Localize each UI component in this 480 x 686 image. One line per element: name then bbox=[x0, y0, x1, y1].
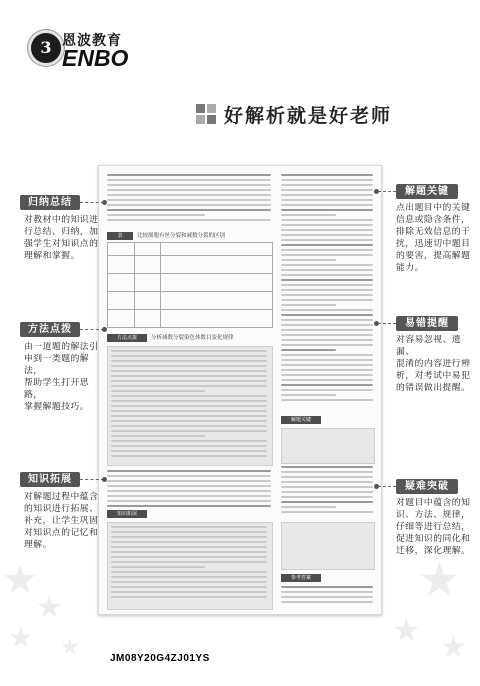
text-line bbox=[281, 601, 373, 603]
text-line bbox=[107, 209, 271, 211]
text-line bbox=[111, 365, 267, 367]
text-line bbox=[111, 571, 267, 573]
text-line bbox=[111, 385, 267, 387]
grid-squares-icon bbox=[196, 104, 216, 124]
text-line bbox=[281, 284, 373, 286]
text-line bbox=[111, 425, 267, 427]
text-line bbox=[111, 400, 267, 402]
text-line bbox=[281, 264, 373, 266]
text-line bbox=[281, 294, 373, 296]
text-line bbox=[281, 389, 373, 391]
text-line bbox=[281, 229, 373, 231]
text-line bbox=[281, 239, 373, 241]
text-line bbox=[281, 481, 373, 483]
expand-label: 知识拓展 bbox=[107, 510, 147, 518]
comparison-table bbox=[107, 242, 273, 328]
text-line bbox=[107, 214, 205, 216]
text-line bbox=[281, 379, 373, 381]
text-line bbox=[281, 199, 373, 201]
text-line bbox=[281, 224, 373, 226]
text-line bbox=[107, 189, 271, 191]
text-line bbox=[281, 189, 373, 191]
page-title: 好解析就是好老师 bbox=[224, 105, 393, 127]
text-line bbox=[111, 591, 267, 593]
table-heading-label: 表 bbox=[107, 232, 133, 240]
text-line bbox=[107, 495, 271, 497]
connector-line bbox=[80, 479, 104, 480]
text-line bbox=[107, 475, 271, 477]
text-line bbox=[281, 471, 373, 473]
text-line bbox=[281, 289, 373, 291]
connector-line bbox=[378, 323, 396, 324]
text-line bbox=[281, 496, 373, 498]
text-line bbox=[281, 506, 336, 508]
text-line bbox=[111, 370, 267, 372]
text-line bbox=[111, 395, 267, 397]
text-line bbox=[111, 445, 267, 447]
text-line bbox=[281, 314, 373, 316]
callout-difficulty-title: 疑难突破 bbox=[396, 479, 458, 494]
text-line bbox=[281, 466, 373, 468]
connector-dot bbox=[102, 200, 107, 205]
text-line bbox=[111, 390, 205, 392]
text-line bbox=[111, 410, 267, 412]
text-line bbox=[111, 541, 267, 543]
text-line bbox=[107, 194, 271, 196]
text-line bbox=[281, 304, 336, 306]
text-line bbox=[281, 299, 373, 301]
text-line bbox=[111, 536, 267, 538]
decorative-star: ★ bbox=[418, 552, 462, 608]
text-line bbox=[281, 244, 373, 246]
text-line bbox=[111, 556, 267, 558]
text-line bbox=[111, 405, 267, 407]
text-line bbox=[281, 369, 373, 371]
callout-method-body: 由一道题的解法引 申到一类题的解法， 帮助学生打开思路， 掌握解题技巧。 bbox=[24, 342, 99, 412]
text-line bbox=[107, 490, 271, 492]
text-line bbox=[107, 184, 271, 186]
text-line bbox=[107, 199, 271, 201]
text-line bbox=[107, 174, 271, 176]
decorative-star: ★ bbox=[2, 557, 38, 603]
callout-key-body: 点出题目中的关键 信息或隐含条件， 排除无效信息的干 扰，迅速切中题目 的要害，提高解题 能力。 bbox=[396, 203, 471, 273]
text-line bbox=[281, 354, 373, 356]
text-line bbox=[107, 179, 271, 181]
callout-expand-body: 对解题过程中蕴含 的知识进行拓展、 补充，让学生巩固 对知识点的记忆和 理解。 bbox=[24, 492, 99, 550]
text-line bbox=[107, 480, 271, 482]
text-line bbox=[107, 204, 271, 206]
connector-line bbox=[378, 191, 396, 192]
text-line bbox=[111, 551, 267, 553]
text-line bbox=[281, 586, 373, 588]
text-line bbox=[281, 184, 373, 186]
text-line bbox=[281, 591, 373, 593]
text-line bbox=[111, 546, 267, 548]
text-line bbox=[107, 485, 271, 487]
text-line bbox=[111, 526, 267, 528]
text-line bbox=[111, 420, 267, 422]
text-line bbox=[281, 374, 373, 376]
text-line bbox=[281, 279, 373, 281]
callout-mistake-body: 对容易忽视、遗漏、 混淆的内容进行辨 析，对考试中易犯 的错误做出提醒。 bbox=[396, 335, 471, 393]
text-line bbox=[281, 174, 373, 176]
text-line bbox=[111, 531, 267, 533]
table-heading: 比较细胞有丝分裂和减数分裂的区别 bbox=[137, 233, 226, 239]
decorative-star: ★ bbox=[392, 611, 421, 649]
product-code: JM08Y20G4ZJ01YS bbox=[110, 653, 210, 664]
logo-badge bbox=[28, 30, 64, 66]
text-line bbox=[281, 179, 373, 181]
text-line bbox=[107, 470, 271, 472]
text-line bbox=[281, 511, 373, 513]
text-line bbox=[281, 491, 373, 493]
text-line bbox=[281, 269, 373, 271]
text-line bbox=[111, 455, 267, 457]
text-line bbox=[281, 209, 373, 211]
logo-english-name: ENBO bbox=[62, 45, 129, 71]
answer-label: 参考答案 bbox=[281, 574, 321, 582]
callout-key-title: 解题关键 bbox=[396, 184, 458, 199]
callout-mistake-title: 易错提醒 bbox=[396, 316, 458, 331]
text-line bbox=[281, 394, 336, 396]
text-line bbox=[281, 214, 336, 216]
connector-line bbox=[80, 329, 104, 330]
callout-difficulty-body: 对题目中蕴含的知 识、方法、规律， 仔细等进行总结， 促进知识的同化和 迁移，深化理解。 bbox=[396, 498, 471, 556]
text-line bbox=[111, 566, 205, 568]
decorative-star: ★ bbox=[60, 635, 80, 660]
logo-chinese-name: 恩波教育 bbox=[62, 33, 122, 49]
text-line bbox=[281, 399, 373, 401]
key-shaded-box bbox=[281, 428, 375, 464]
logo-badge-text: 3 bbox=[40, 38, 52, 57]
text-line bbox=[107, 505, 271, 507]
text-line bbox=[281, 219, 373, 221]
text-line bbox=[281, 319, 373, 321]
text-line bbox=[281, 274, 373, 276]
text-line bbox=[111, 561, 267, 563]
text-line bbox=[111, 375, 267, 377]
text-line bbox=[111, 440, 267, 442]
text-line bbox=[281, 486, 373, 488]
answer-shaded-box bbox=[281, 522, 375, 570]
text-line bbox=[281, 324, 373, 326]
text-line bbox=[107, 500, 271, 502]
connector-dot bbox=[102, 327, 107, 332]
text-line bbox=[281, 501, 373, 503]
method-heading: 分析减数分裂染色体数目变化规律 bbox=[151, 335, 234, 341]
text-line bbox=[281, 334, 373, 336]
text-line bbox=[107, 219, 271, 221]
text-line bbox=[111, 415, 267, 417]
text-line bbox=[281, 249, 373, 251]
text-line bbox=[111, 450, 267, 452]
text-line bbox=[111, 380, 267, 382]
text-line bbox=[111, 435, 205, 437]
decorative-star: ★ bbox=[440, 630, 467, 665]
text-line bbox=[111, 355, 267, 357]
text-line bbox=[281, 329, 373, 331]
connector-dot bbox=[102, 477, 107, 482]
text-line bbox=[281, 476, 373, 478]
text-line bbox=[281, 254, 373, 256]
decorative-star: ★ bbox=[8, 621, 34, 654]
decorative-star: ★ bbox=[36, 590, 63, 625]
text-line bbox=[111, 581, 267, 583]
callout-summary-body: 对教材中的知识进 行总结、归纳，加 强学生对知识点的 理解和掌握。 bbox=[24, 215, 99, 261]
text-line bbox=[281, 204, 373, 206]
text-line bbox=[111, 586, 267, 588]
text-line bbox=[111, 596, 267, 598]
text-line bbox=[281, 596, 373, 598]
text-line bbox=[281, 349, 336, 351]
sample-answer-page bbox=[98, 165, 382, 615]
method-label: 方法点拨 bbox=[107, 334, 147, 342]
text-line bbox=[281, 339, 373, 341]
text-line bbox=[281, 259, 336, 261]
callout-expand-title: 知识拓展 bbox=[20, 472, 80, 487]
text-line bbox=[111, 576, 267, 578]
callout-method-title: 方法点拨 bbox=[20, 322, 80, 337]
text-line bbox=[281, 359, 373, 361]
text-line bbox=[281, 234, 373, 236]
text-line bbox=[111, 350, 267, 352]
key-label: 解题关键 bbox=[281, 416, 321, 424]
text-line bbox=[281, 309, 373, 311]
text-line bbox=[111, 360, 267, 362]
connector-line bbox=[378, 486, 396, 487]
callout-summary-title: 归纳总结 bbox=[20, 195, 80, 210]
text-line bbox=[111, 430, 267, 432]
connector-line bbox=[80, 202, 104, 203]
text-line bbox=[281, 344, 373, 346]
text-line bbox=[281, 364, 373, 366]
text-line bbox=[281, 194, 373, 196]
text-line bbox=[281, 384, 373, 386]
